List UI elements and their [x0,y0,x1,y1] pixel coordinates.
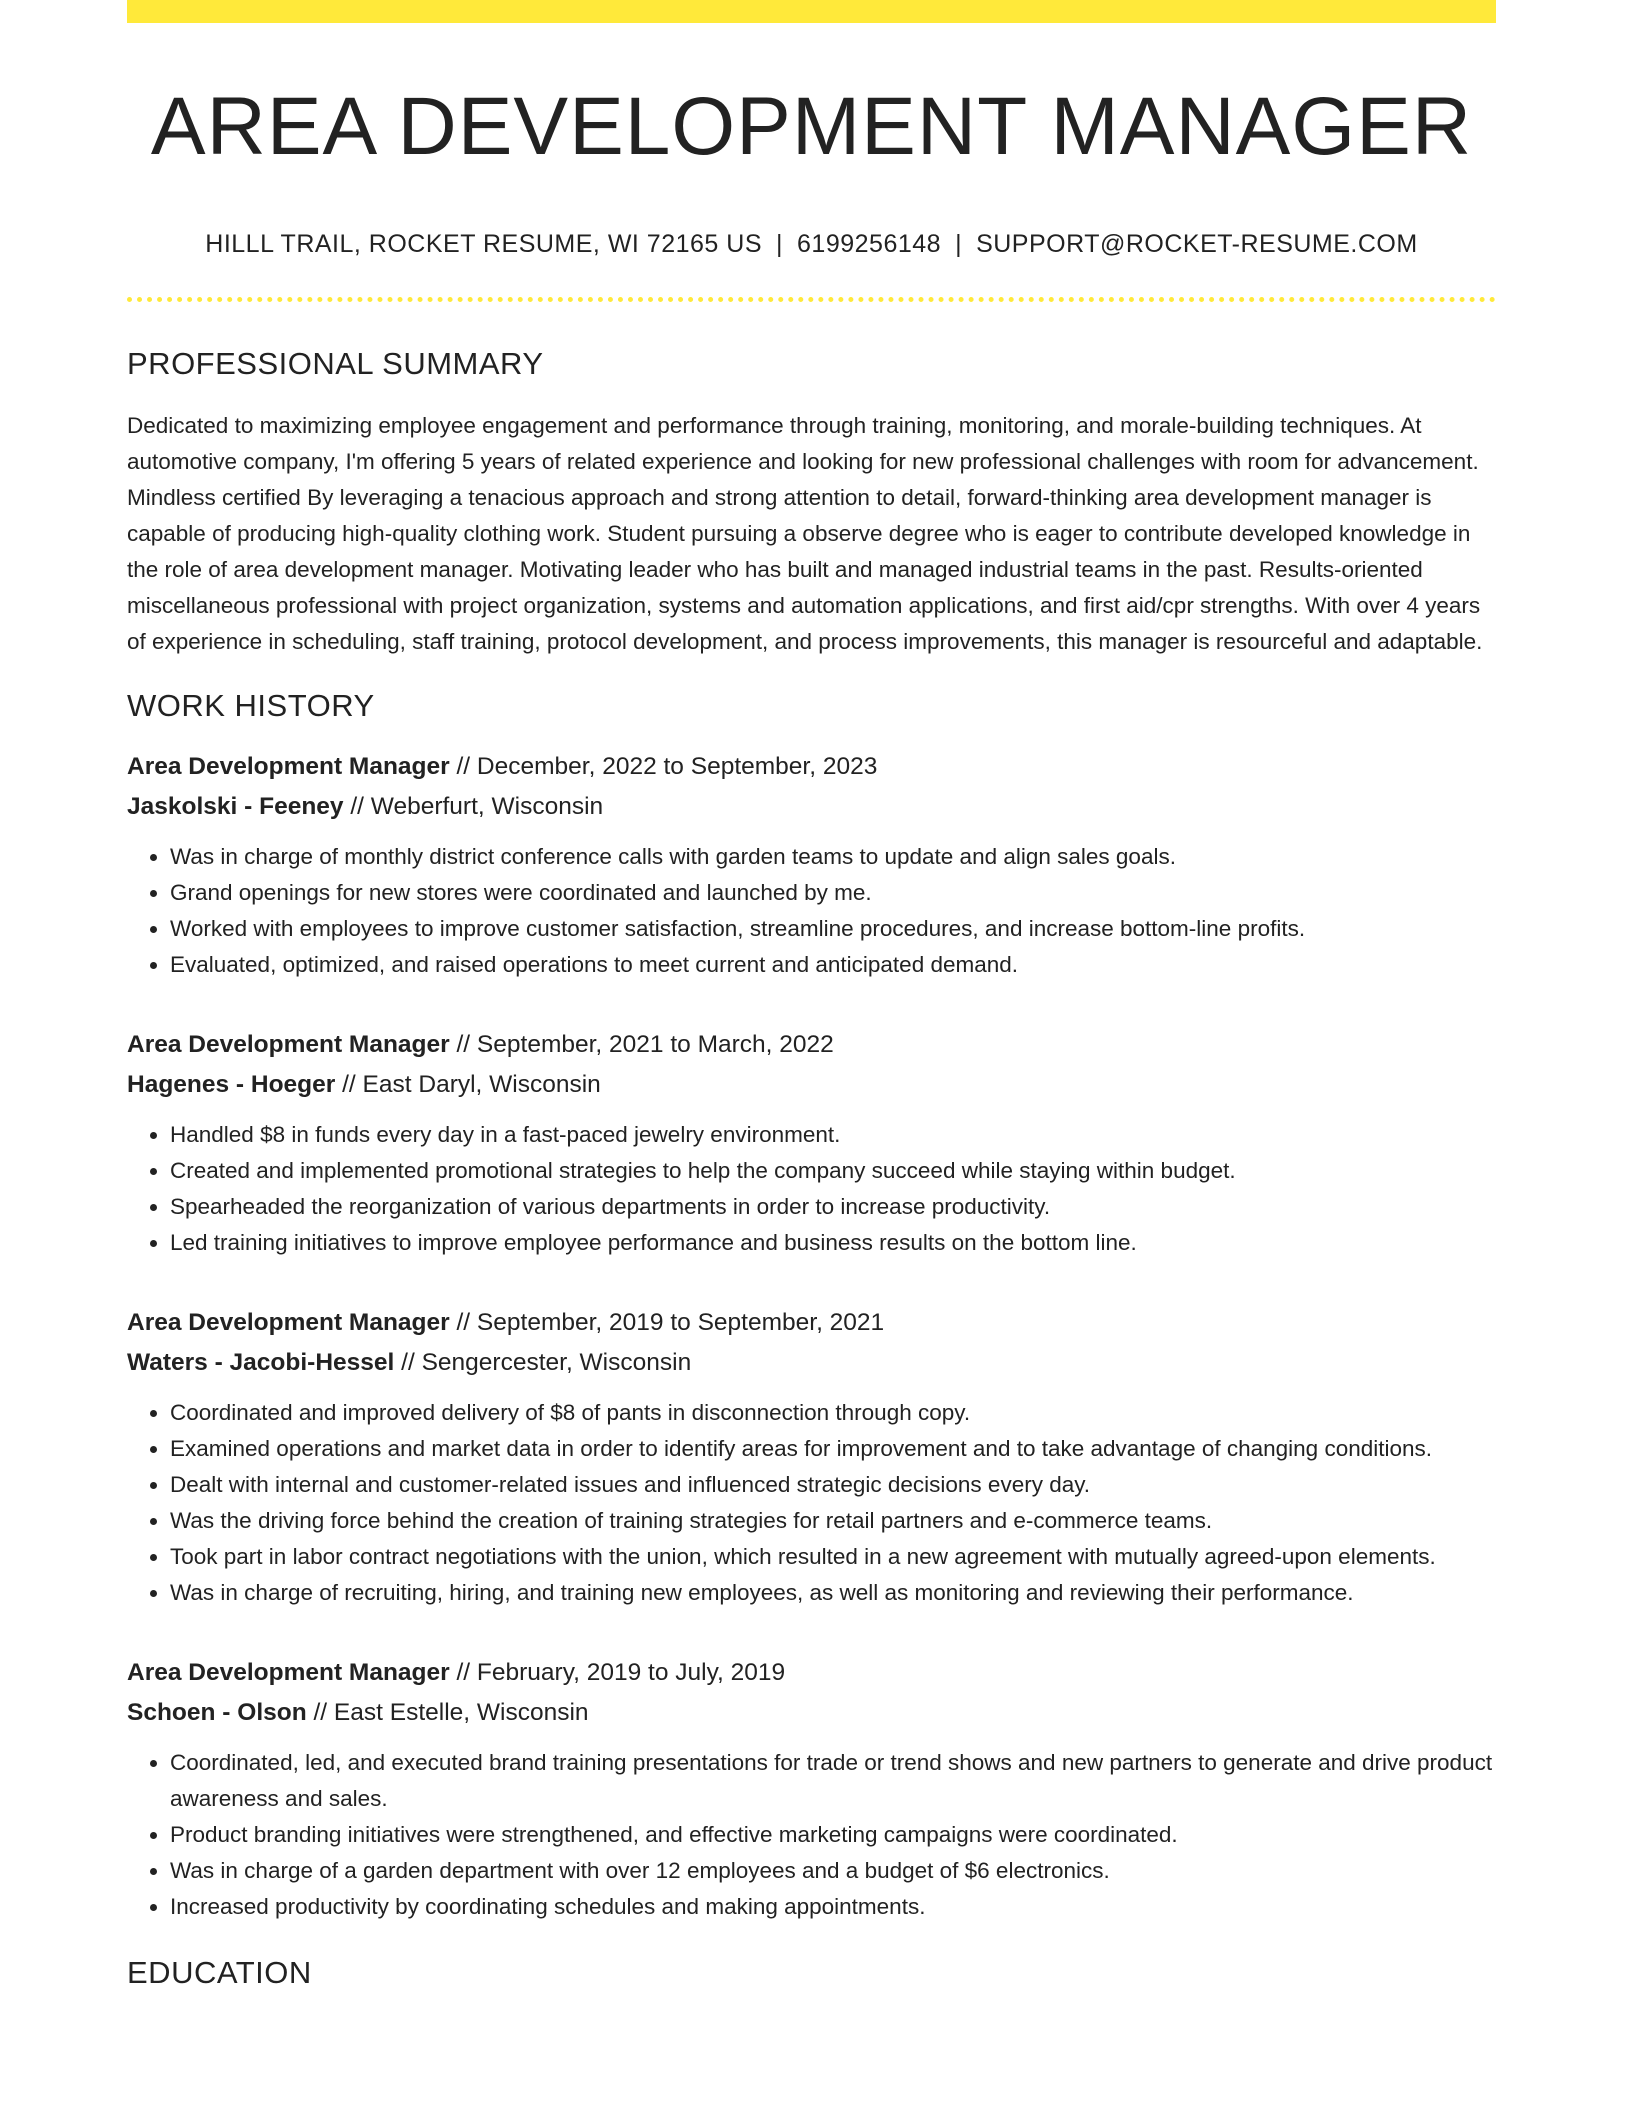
job-company: Waters - Jacobi-Hessel [127,1349,395,1377]
contact-address: HILLL TRAIL, ROCKET RESUME, WI 72165 US [205,230,763,259]
job-title-line [127,1025,1496,1065]
job-bullets [127,1745,1496,1925]
job-role: Area Development Manager [127,1659,450,1687]
job-bullet: • Was in charge of a garden department with over 12 employees and a budget of $6 electronics. [170,1853,1496,1889]
dotted-divider [127,297,1496,302]
candidate-name: AREA DEVELOPMENT MANAGER [150,81,1473,172]
job-location: // East Daryl, Wisconsin [335,1071,601,1099]
job-dates: // February, 2019 to July, 2019 [449,1659,786,1687]
job-company-line [127,787,1496,827]
job-company-line [127,1065,1496,1105]
job-dates: // September, 2019 to September, 2021 [449,1309,885,1337]
job-bullets [127,1117,1496,1261]
contact-line [127,230,1496,259]
job-title-line [127,747,1496,787]
job-bullet: • Was the driving force behind the creation of training strategies for retail partners and e-commerce teams. [170,1503,1496,1539]
job-bullet: • Product branding initiatives were strengthened, and effective marketing campaigns were coordinated. [170,1817,1496,1853]
resume-page [127,0,1496,1991]
job-bullet: • Grand openings for new stores were coordinated and launched by me. [170,875,1496,911]
job-company: Schoen - Olson [127,1699,307,1727]
job-entry [127,747,1496,983]
education-title: EDUCATION [127,1955,312,1991]
job-bullet: • Took part in labor contract negotiations with the union, which resulted in a new agreement with mutually agreed-upon elements. [170,1539,1496,1575]
job-title-line [127,1653,1496,1693]
contact-separator: | [955,230,963,259]
job-title-line [127,1303,1496,1343]
job-bullet: • Increased productivity by coordinating schedules and making appointments. [170,1889,1496,1925]
job-company: Jaskolski - Feeney [127,793,344,821]
job-bullet: • Evaluated, optimized, and raised operations to meet current and anticipated demand. [170,947,1496,983]
summary-text: Dedicated to maximizing employee engagement and performance through training, monitoring, and morale-building techniques. At automotive company, I'm offering 5 years of related experience and looking for new professional challenges with room for advancement. Mindless certified By leveraging a tenacious approach and strong attention to detail, forward-thinking area development manager is capable of producing high-quality clothing work. Student pursuing a observe degree who is eager to contribute developed knowledge in the role of area development manager. Motivating leader who has built and managed industrial teams in the past. Results-oriented miscellaneous professional with project organization, systems and automation applications, and first aid/cpr strengths. With over 4 years of experience in scheduling, staff training, protocol development, and process improvements, this manager is resourceful and adaptable. [127,413,1483,655]
contact-separator: | [776,230,784,259]
summary-title: PROFESSIONAL SUMMARY [127,346,544,382]
job-company-line [127,1693,1496,1733]
job-location: // Sengercester, Wisconsin [394,1349,692,1377]
job-role: Area Development Manager [127,1309,450,1337]
job-bullets [127,1395,1496,1611]
job-company: Hagenes - Hoeger [127,1071,336,1099]
job-location: // East Estelle, Wisconsin [306,1699,589,1727]
job-entry [127,1025,1496,1261]
job-bullet: • Worked with employees to improve customer satisfaction, streamline procedures, and increase bottom-line profits. [170,911,1496,947]
job-bullet: • Coordinated and improved delivery of $8 of pants in disconnection through copy. [170,1395,1496,1431]
work-history-title: WORK HISTORY [127,688,375,724]
job-role: Area Development Manager [127,753,450,781]
job-bullet: • Examined operations and market data in order to identify areas for improvement and to take advantage of changing conditions. [170,1431,1496,1467]
job-list [127,747,1496,1925]
job-entry [127,1653,1496,1925]
job-bullet: • Coordinated, led, and executed brand training presentations for trade or trend shows and new partners to generate and drive product awareness and sales. [170,1745,1496,1817]
job-bullet: • Created and implemented promotional strategies to help the company succeed while staying within budget. [170,1153,1496,1189]
job-company-line [127,1343,1496,1383]
job-location: // Weberfurt, Wisconsin [343,793,604,821]
job-bullet: • Dealt with internal and customer-related issues and influenced strategic decisions every day. [170,1467,1496,1503]
job-entry [127,1303,1496,1611]
job-bullets [127,839,1496,983]
accent-top-bar [127,0,1496,23]
job-dates: // September, 2021 to March, 2022 [449,1031,834,1059]
job-role: Area Development Manager [127,1031,450,1059]
job-dates: // December, 2022 to September, 2023 [449,753,878,781]
contact-phone: 6199256148 [797,230,942,259]
job-bullet: • Led training initiatives to improve employee performance and business results on the bottom line. [170,1225,1496,1261]
job-bullet: • Spearheaded the reorganization of various departments in order to increase productivity. [170,1189,1496,1225]
contact-email: SUPPORT@ROCKET-RESUME.COM [976,230,1418,259]
job-bullet: • Handled $8 in funds every day in a fast-paced jewelry environment. [170,1117,1496,1153]
job-bullet: • Was in charge of monthly district conference calls with garden teams to update and align sales goals. [170,839,1496,875]
job-bullet: • Was in charge of recruiting, hiring, and training new employees, as well as monitoring and reviewing their performance. [170,1575,1496,1611]
